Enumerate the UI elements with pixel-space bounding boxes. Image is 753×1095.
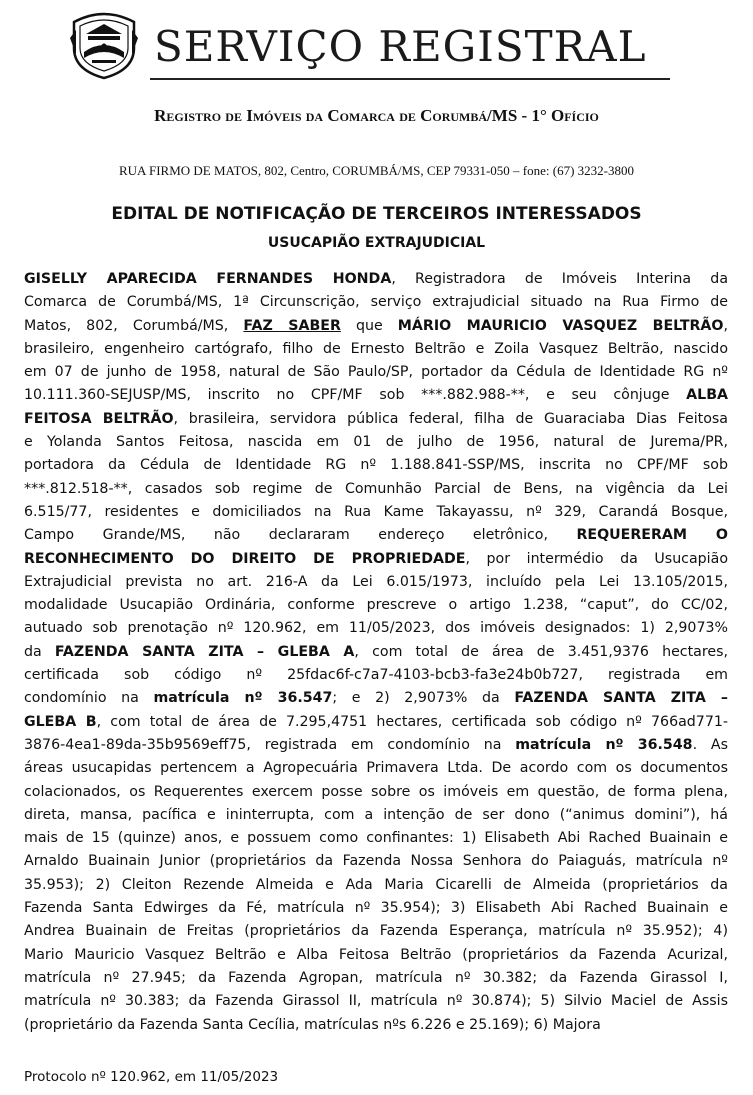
body-text-segment: e Yolanda Santos Feitosa, nascida em 01 de julho de 1956, natural de Jurema/PR, <box>24 434 728 451</box>
body-line <box>24 897 728 920</box>
body-text-segment: Extrajudicial prevista no art. 216-A da Lei 6.015/1973, incluído pela Lei 13.105/2015, <box>24 573 728 590</box>
body-text-segment: , Registradora de Imóveis Interina da <box>391 271 729 287</box>
brand-underline <box>150 78 670 80</box>
bold-text: REQUERERAM O <box>576 527 728 544</box>
body-text-segment: áreas usucapidas pertencem a Agropecuária Primavera Ltda. De acordo com os documentos <box>24 760 728 777</box>
body-line <box>24 781 728 804</box>
body-line <box>24 827 728 850</box>
body-line <box>24 1014 728 1037</box>
office-address: RUA FIRMO DE MATOS, 802, Centro, CORUMBÁ/MS, CEP 79331-050 – fone: (67) 3232-3800 <box>119 163 634 178</box>
bold-text: GISELLY APARECIDA FERNANDES HONDA <box>24 271 392 287</box>
document-subtitle: USUCAPIÃO EXTRAJUDICIAL <box>267 235 486 251</box>
body-line <box>24 757 728 780</box>
body-text-segment: Mario Mauricio Vasquez Beltrão e Alba Feitosa Beltrão (proprietários da Fazenda Acurizal, <box>24 946 728 963</box>
body-text-segment: , <box>723 317 728 334</box>
body-text-segment: colacionados, os Requerentes exercem posse sobre os imóveis em questão, de forma plena, <box>24 783 728 800</box>
body-text-segment: , com total de área de 3.451,9376 hectares, <box>354 643 729 660</box>
body-line <box>24 501 728 524</box>
body-line <box>24 571 728 594</box>
body-text-segment: brasileiro, engenheiro cartógrafo, filho de Ernesto Beltrão e Zoila Vasquez Beltrão, nascido <box>24 340 728 357</box>
bold-text: ALBA <box>686 387 728 404</box>
body-line <box>24 641 728 664</box>
bold-text: GLEBA B <box>24 713 97 730</box>
body-text-segment: portadora da Cédula de Identidade RG nº 1.188.841-SSP/MS, inscrita no CPF/MF sob <box>24 457 728 474</box>
body-line <box>24 315 728 338</box>
body-text-segment: Matos, 802, Corumbá/MS, <box>24 317 244 334</box>
bold-text: FEITOSA BELTRÃO <box>24 410 174 427</box>
body-text-segment: em 07 de junho de 1958, natural de São Paulo/SP, portador da Cédula de Identidade RG nº <box>24 364 728 381</box>
body-text-segment: 10.111.360-SEJUSP/MS, inscrito no CPF/MF sob ***.882.988-**, e seu cônjuge <box>24 387 687 404</box>
body-text-segment: condomínio na <box>24 690 154 707</box>
body-text-segment: Fazenda Santa Edwirges da Fé, matrícula nº 35.954); 3) Elisabeth Abi Rached Buainain e <box>24 900 728 917</box>
body-text-segment: , por intermédio da Usucapião <box>465 550 729 567</box>
body-text-segment: Campo Grande/MS, não declararam endereço eletrônico, <box>24 527 577 544</box>
body-line <box>24 408 728 431</box>
body-text-segment: que <box>340 317 398 334</box>
bold-text: FAZENDA SANTA ZITA – GLEBA A <box>54 643 355 660</box>
bold-text: matrícula nº 36.548 <box>515 736 693 753</box>
brand-title: SERVIÇO REGISTRAL <box>154 22 647 71</box>
body-line <box>24 361 728 384</box>
body-line <box>24 548 728 571</box>
body-line <box>24 431 728 454</box>
body-text-segment: ***.812.518-**, casados sob regime de Comunhão Parcial de Bens, na vigência da Lei <box>24 480 728 497</box>
body-text-segment: , brasileira, servidora pública federal, filha de Guaraciaba Dias Feitosa <box>173 410 728 427</box>
body-line <box>24 990 728 1013</box>
body-line <box>24 874 728 897</box>
body-line <box>24 268 728 291</box>
underlined-text: FAZ SABER <box>243 317 341 334</box>
body-line <box>24 384 728 407</box>
body-text-segment: matrícula nº 27.945; da Fazenda Agropan, matrícula nº 30.382; da Fazenda Girassol I, <box>24 969 728 986</box>
body-text-segment: 6.515/77, residentes e domiciliados na Rua Kame Takayassu, nº 329, Carandá Bosque, <box>24 503 728 520</box>
body-line <box>24 478 728 501</box>
document-title: EDITAL DE NOTIFICAÇÃO DE TERCEIROS INTERESSADOS <box>111 204 642 224</box>
body-text-segment: Arnaldo Buainain Junior (proprietários da Fazenda Nossa Senhora do Paiaguás, matrícula nº <box>24 853 728 870</box>
body-line <box>24 617 728 640</box>
bold-text <box>243 318 340 334</box>
body-text-segment: certificada sob código nº 25fdac6f-c7a7-4103-bcb3-fa3e24b0b727, registrada em <box>24 667 728 684</box>
protocol-footer: Protocolo nº 120.962, em 11/05/2023 <box>24 1069 279 1085</box>
body-line <box>24 711 728 734</box>
body-text-segment: ; e 2) 2,9073% da <box>332 690 515 707</box>
body-line <box>24 850 728 873</box>
body-line <box>24 454 728 477</box>
body-line <box>24 967 728 990</box>
notice-body-text <box>24 268 728 1037</box>
body-text-segment: 3876-4ea1-89da-35b9569eff75, registrada em condomínio na <box>24 736 516 753</box>
body-line <box>24 920 728 943</box>
body-line <box>24 664 728 687</box>
body-text-segment: . As <box>692 736 728 753</box>
body-line <box>24 734 728 757</box>
body-text-segment: , com total de área de 7.295,4751 hectares, certificada sob código nº 766ad771- <box>96 713 728 730</box>
coat-of-arms-logo <box>66 8 142 80</box>
body-line <box>24 944 728 967</box>
bold-text: FAZENDA SANTA ZITA – <box>514 690 728 707</box>
body-text-segment: matrícula nº 30.383; da Fazenda Girassol II, matrícula nº 30.874); 5) Silvio Maciel de Assis <box>24 993 728 1010</box>
body-line <box>24 291 728 314</box>
body-text-segment: Comarca de Corumbá/MS, 1ª Circunscrição, serviço extrajudicial situado na Rua Firmo de <box>24 294 728 311</box>
body-text-segment: 35.953); 2) Cleiton Rezende Almeida e Ada Maria Cicarelli de Almeida (proprietários da <box>24 876 728 893</box>
body-text-segment: (proprietário da Fazenda Santa Cecília, matrículas nºs 6.226 e 25.169); 6) Majora <box>24 1016 601 1033</box>
body-line <box>24 804 728 827</box>
bold-text: RECONHECIMENTO DO DIREITO DE PROPRIEDADE <box>24 550 466 567</box>
body-text-segment: da <box>24 643 55 660</box>
body-line <box>24 594 728 617</box>
body-text-segment: direta, mansa, pacífica e ininterrupta, com a intenção de ser dono (“animus domini”), há <box>24 806 728 823</box>
body-text-segment: modalidade Usucapião Ordinária, conforme prescreve o artigo 1.238, “caput”, do CC/02, <box>24 597 728 614</box>
body-line <box>24 524 728 547</box>
bold-text: matrícula nº 36.547 <box>153 690 333 707</box>
body-text-segment: autuado sob prenotação nº 120.962, em 11/05/2023, dos imóveis designados: 1) 2,9073% <box>24 620 728 637</box>
body-line <box>24 687 728 710</box>
office-name: Registro de Imóveis da Comarca de Corumbá/MS - 1° Ofício <box>154 106 599 125</box>
body-text-segment: Andrea Buainain de Freitas (proprietários da Fazenda Esperança, matrícula nº 35.952); 4) <box>24 923 728 940</box>
body-text-segment: mais de 15 (quinze) anos, e possuem como confinantes: 1) Elisabeth Abi Rached Buainain e <box>24 830 728 847</box>
body-line <box>24 338 728 361</box>
bold-text: MÁRIO MAURICIO VASQUEZ BELTRÃO <box>397 317 724 334</box>
